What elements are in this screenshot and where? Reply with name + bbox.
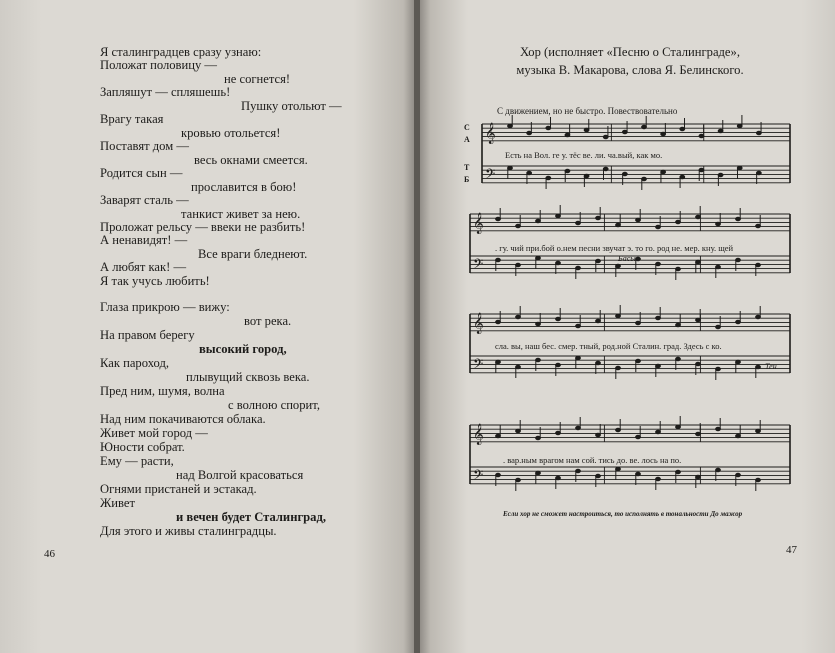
poem-text [0,0,416,653]
poem-line: Как пароход, [100,356,170,370]
poem-line: На правом берегу [100,328,195,342]
svg-text:𝄞: 𝄞 [473,213,484,234]
poem-line: вот река. [244,314,292,328]
page-number: 47 [786,544,797,556]
poem-line: Проложат рельсу — ввеки не разбить! [100,220,306,234]
page-number: 46 [44,548,55,560]
poem-line: Заварят сталь — [100,193,189,207]
voice-label-bass: Б [464,175,470,184]
svg-text:𝄞: 𝄞 [473,424,484,445]
lyrics-line: . вар.ным врагом нам сой. тись до. ве. лось на по. [503,455,682,465]
svg-text:𝄞: 𝄞 [473,313,484,334]
poem-line: Родится сын — [100,166,183,180]
poem-line: А любят как! — [100,260,187,274]
poem-line: Поставят дом — [100,139,189,153]
voice-label-alto: А [464,135,470,144]
section-heading-line1: Хор (исполняет «Песню о Сталинграде», [520,45,740,59]
poem-line: кровью отольется! [181,126,281,140]
poem-line: Огнями пристаней и эстакад. [100,482,257,496]
poem-line: Я сталинградцев сразу узнаю: [100,45,262,59]
poem-line: и вечен будет Сталинград, [176,510,326,524]
lyrics-line: . гу. чий при.бой о.нем песни звучат э. то го. род не. мер. кну. щей [495,243,734,253]
svg-text:𝄢: 𝄢 [473,467,484,486]
tempo-marking: С движением, но не быстро. Повествовательно [497,106,678,116]
poem-line: Врагу такая [100,112,164,126]
poem-line: с волною спорит, [228,398,320,412]
poem-line: Для этого и живы сталинградцы. [100,524,277,538]
svg-text:𝄢: 𝄢 [485,166,496,185]
lyrics-line: Есть на Вол. ге у. тёс ве. ли. ча.вый, как мо. [505,150,663,160]
voice-label-tenor: Т [464,163,470,172]
poem-line: А ненавидят! — [100,233,188,247]
voice-label-bassy: Басы [618,254,636,263]
poem-line: Положат половицу — [100,58,218,72]
poem-line: Глаза прикрою — вижу: [100,300,230,314]
svg-text:𝄢: 𝄢 [473,256,484,275]
poem-line: не согнется! [224,72,291,86]
poem-line: Ему — расти, [100,454,174,468]
poem-line: Живет [100,496,135,510]
voice-label-soprano: С [464,123,470,132]
voice-label-ten: Тен [765,362,777,371]
poem-line: танкист живет за нею. [181,207,301,221]
poem-line: высокий город, [199,342,287,356]
svg-text:𝄢: 𝄢 [473,356,484,375]
section-heading-line2: музыка В. Макарова, слова Я. Белинского. [516,63,744,77]
poem-line: над Волгой красоваться [176,468,304,482]
poem-line: Все враги бледнеют. [198,247,308,261]
poem-line: Живет мой город — [100,426,208,440]
poem-line: Запляшут — спляшешь! [100,85,231,99]
poem-line: плывущий сквозь века. [186,370,310,384]
poem-line: весь окнами смеется. [194,153,308,167]
poem-line: Юности собрат. [100,440,185,454]
lyrics-line: сла. вы, наш бес. смер. тный, род.ной Сталин. град. Здесь с ко. [495,341,722,351]
poem-line: Пред ним, шумя, волна [100,384,225,398]
svg-text:𝄞: 𝄞 [485,123,496,144]
footnote: Если хор не сможет настроиться, то исполнять в тональности До мажор [503,510,743,518]
poem-line: Над ним покачиваются облака. [100,412,266,426]
poem-line: Пушку отольют — [241,99,342,113]
poem-line: прославится в бою! [191,180,297,194]
poem-line: Я так учусь любить! [100,274,210,288]
